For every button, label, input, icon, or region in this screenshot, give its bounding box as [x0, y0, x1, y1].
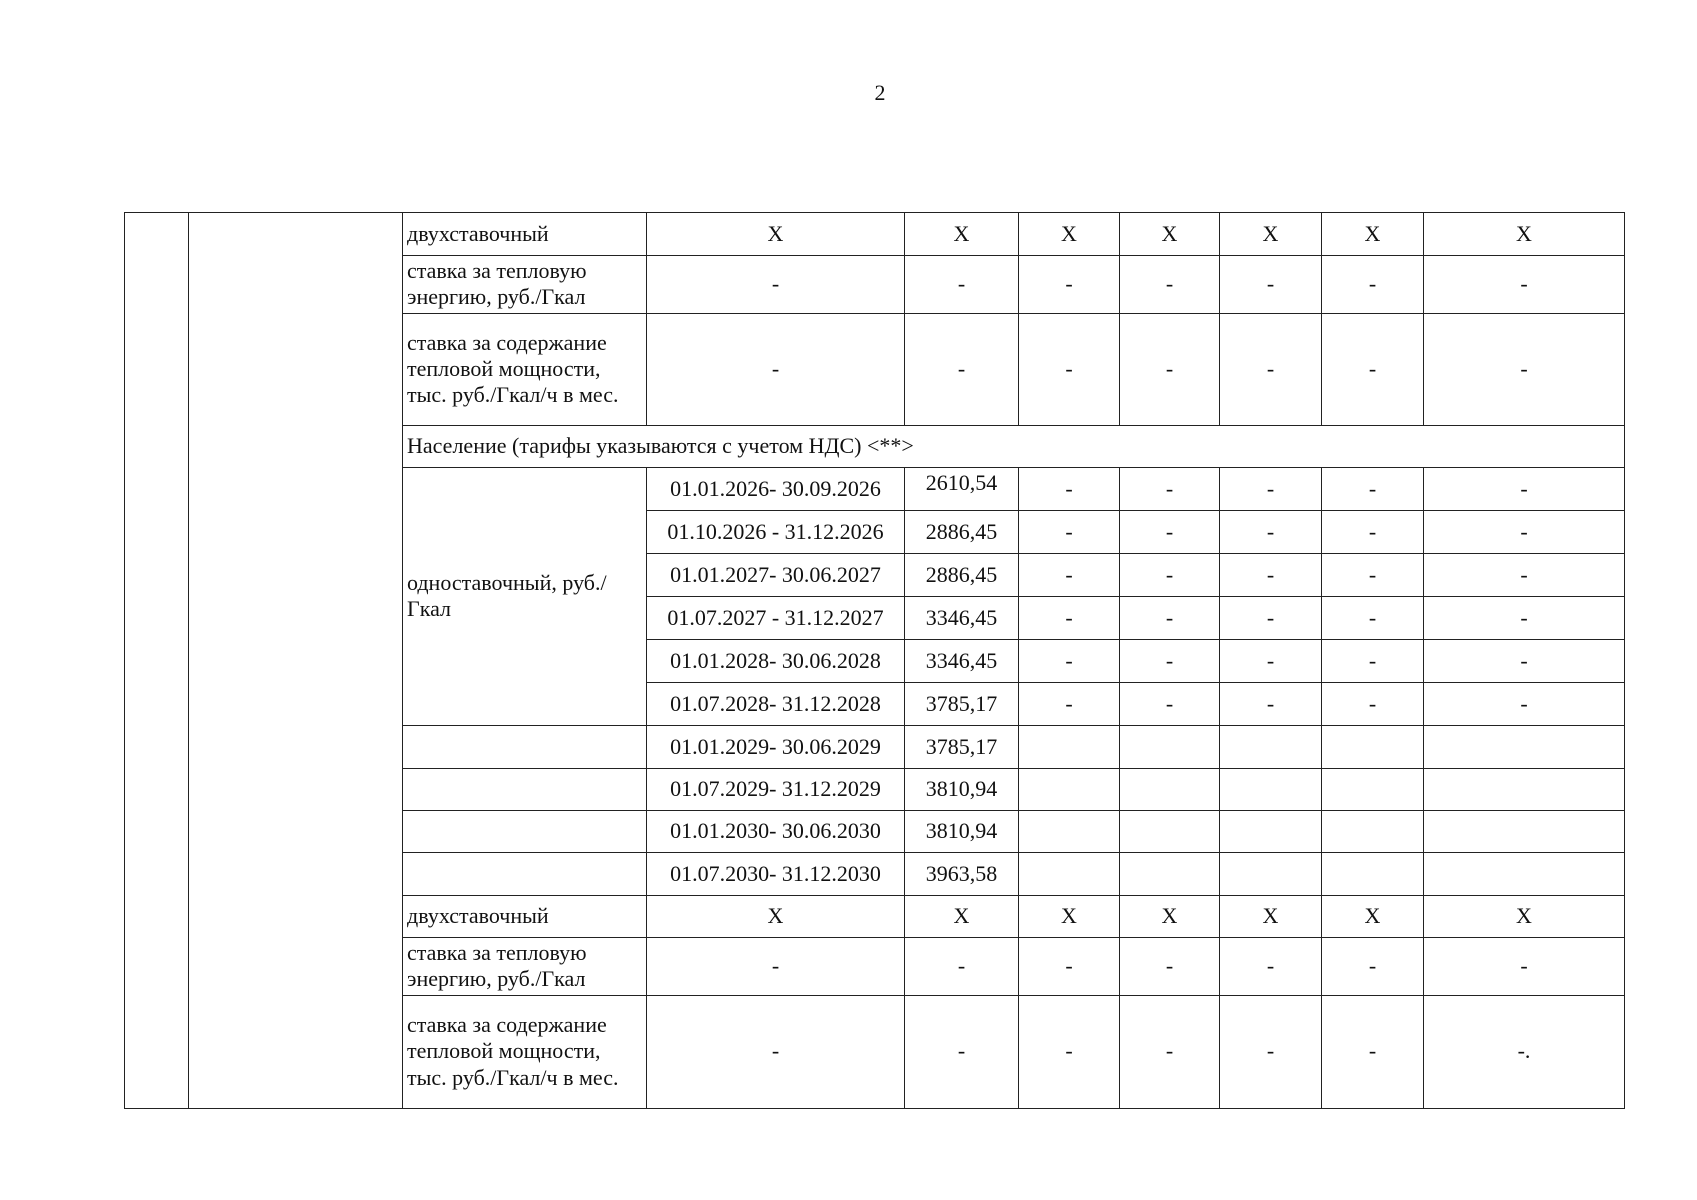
- tariff-value: 3810,94: [905, 810, 1019, 852]
- dash-cell: -: [1322, 682, 1424, 725]
- organization-column-cell: [189, 213, 403, 1109]
- empty-cell: [1019, 810, 1120, 852]
- row-label: двухставочный: [403, 213, 647, 256]
- row-label: ставка за содержание тепловой мощности, тыс. руб./Гкал/ч в мес.: [403, 313, 647, 425]
- dash-cell: -: [1220, 553, 1322, 596]
- dash-cell: -: [1120, 596, 1220, 639]
- dash-cell: -: [647, 937, 905, 995]
- dash-cell: -: [1424, 639, 1625, 682]
- x-mark: Х: [1120, 895, 1220, 937]
- dash-cell: -: [1220, 256, 1322, 314]
- period-cell: 01.01.2030- 30.06.2030: [647, 810, 905, 852]
- table-row: [125, 213, 1625, 256]
- dash-cell: -: [905, 995, 1019, 1108]
- empty-cell: [1220, 725, 1322, 768]
- dash-cell: -: [1424, 256, 1625, 314]
- dash-cell: -: [1322, 467, 1424, 510]
- dash-cell: -: [905, 313, 1019, 425]
- empty-cell: [403, 725, 647, 768]
- x-mark: Х: [647, 895, 905, 937]
- empty-cell: [1322, 725, 1424, 768]
- page-number: 2: [874, 80, 886, 105]
- tariff-value: 3810,94: [905, 768, 1019, 810]
- x-mark: Х: [1322, 895, 1424, 937]
- section-header: Население (тарифы указываются с учетом НДС) <**>: [403, 425, 1625, 467]
- dash-cell: -: [647, 256, 905, 314]
- tariff-value: 2886,45: [905, 510, 1019, 553]
- tariff-value: 2610,54: [905, 467, 1019, 510]
- dash-cell: -: [1019, 682, 1120, 725]
- x-mark: Х: [1019, 213, 1120, 256]
- empty-cell: [1322, 852, 1424, 895]
- empty-cell: [403, 810, 647, 852]
- dash-cell: -: [1424, 937, 1625, 995]
- dash-cell: -: [1424, 553, 1625, 596]
- empty-cell: [1120, 725, 1220, 768]
- empty-cell: [403, 768, 647, 810]
- empty-cell: [1322, 810, 1424, 852]
- empty-cell: [1220, 810, 1322, 852]
- x-mark: Х: [1019, 895, 1120, 937]
- dash-cell: -: [1322, 937, 1424, 995]
- period-cell: 01.07.2028- 31.12.2028: [647, 682, 905, 725]
- x-mark: Х: [647, 213, 905, 256]
- period-cell: 01.10.2026 - 31.12.2026: [647, 510, 905, 553]
- dash-cell: -: [1220, 639, 1322, 682]
- dash-cell: -: [1019, 995, 1120, 1108]
- period-cell: 01.07.2027 - 31.12.2027: [647, 596, 905, 639]
- period-cell: 01.01.2029- 30.06.2029: [647, 725, 905, 768]
- dash-cell: -: [1120, 995, 1220, 1108]
- dash-cell: -: [1019, 553, 1120, 596]
- x-mark: Х: [905, 213, 1019, 256]
- dash-cell: -: [1120, 682, 1220, 725]
- dash-cell: -: [1120, 256, 1220, 314]
- dash-cell: -: [1220, 596, 1322, 639]
- empty-cell: [1322, 768, 1424, 810]
- period-cell: 01.01.2028- 30.06.2028: [647, 639, 905, 682]
- empty-cell: [1424, 725, 1625, 768]
- x-mark: Х: [905, 895, 1019, 937]
- dash-cell: -: [1322, 995, 1424, 1108]
- dash-cell: -: [1220, 510, 1322, 553]
- dash-cell: -: [1019, 467, 1120, 510]
- x-mark: Х: [1424, 895, 1625, 937]
- dash-cell: -: [1019, 596, 1120, 639]
- tariff-value: 3346,45: [905, 639, 1019, 682]
- row-label: ставка за тепловую энергию, руб./Гкал: [403, 256, 647, 314]
- row-label: ставка за содержание тепловой мощности, тыс. руб./Гкал/ч в мес.: [403, 995, 647, 1108]
- dash-cell: -: [1120, 510, 1220, 553]
- dash-cell: -: [1322, 553, 1424, 596]
- empty-cell: [1424, 852, 1625, 895]
- empty-cell: [1120, 768, 1220, 810]
- tariff-value: 3785,17: [905, 725, 1019, 768]
- dash-cell: -: [1019, 510, 1120, 553]
- dash-cell: -: [1019, 313, 1120, 425]
- empty-cell: [1120, 852, 1220, 895]
- tariff-value: 2886,45: [905, 553, 1019, 596]
- dash-cell: -: [1019, 639, 1120, 682]
- x-mark: Х: [1424, 213, 1625, 256]
- dash-cell: -: [1322, 639, 1424, 682]
- tariff-value: 3963,58: [905, 852, 1019, 895]
- x-mark: Х: [1322, 213, 1424, 256]
- dash-cell: -: [905, 256, 1019, 314]
- empty-cell: [1220, 768, 1322, 810]
- tariff-value: 3785,17: [905, 682, 1019, 725]
- dash-cell: -: [647, 995, 905, 1108]
- empty-cell: [403, 852, 647, 895]
- period-cell: 01.07.2029- 31.12.2029: [647, 768, 905, 810]
- dash-cell: -: [1120, 467, 1220, 510]
- number-column-cell: [125, 213, 189, 1109]
- empty-cell: [1120, 810, 1220, 852]
- dash-cell: -: [1322, 510, 1424, 553]
- dash-cell: -: [1322, 256, 1424, 314]
- row-label: двухставочный: [403, 895, 647, 937]
- tariff-table: [124, 212, 1625, 1109]
- dash-cell: -: [1424, 510, 1625, 553]
- dash-cell: -.: [1424, 995, 1625, 1108]
- x-mark: Х: [1220, 213, 1322, 256]
- dash-cell: -: [1019, 256, 1120, 314]
- dash-cell: -: [647, 313, 905, 425]
- dash-cell: -: [1019, 937, 1120, 995]
- dash-cell: -: [905, 937, 1019, 995]
- empty-cell: [1424, 810, 1625, 852]
- dash-cell: -: [1424, 682, 1625, 725]
- period-cell: 01.01.2026- 30.09.2026: [647, 467, 905, 510]
- dash-cell: -: [1220, 937, 1322, 995]
- dash-cell: -: [1220, 313, 1322, 425]
- empty-cell: [1220, 852, 1322, 895]
- period-cell: 01.01.2027- 30.06.2027: [647, 553, 905, 596]
- dash-cell: -: [1120, 639, 1220, 682]
- empty-cell: [1019, 852, 1120, 895]
- dash-cell: -: [1220, 995, 1322, 1108]
- dash-cell: -: [1424, 313, 1625, 425]
- tariff-value: 3346,45: [905, 596, 1019, 639]
- row-label: одноставочный, руб./Гкал: [403, 467, 647, 725]
- empty-cell: [1019, 768, 1120, 810]
- dash-cell: -: [1120, 937, 1220, 995]
- empty-cell: [1019, 725, 1120, 768]
- dash-cell: -: [1322, 596, 1424, 639]
- dash-cell: -: [1120, 553, 1220, 596]
- period-cell: 01.07.2030- 31.12.2030: [647, 852, 905, 895]
- dash-cell: -: [1424, 467, 1625, 510]
- empty-cell: [1424, 768, 1625, 810]
- row-label: ставка за тепловую энергию, руб./Гкал: [403, 937, 647, 995]
- dash-cell: -: [1220, 467, 1322, 510]
- x-mark: Х: [1220, 895, 1322, 937]
- dash-cell: -: [1424, 596, 1625, 639]
- dash-cell: -: [1120, 313, 1220, 425]
- dash-cell: -: [1220, 682, 1322, 725]
- dash-cell: -: [1322, 313, 1424, 425]
- x-mark: Х: [1120, 213, 1220, 256]
